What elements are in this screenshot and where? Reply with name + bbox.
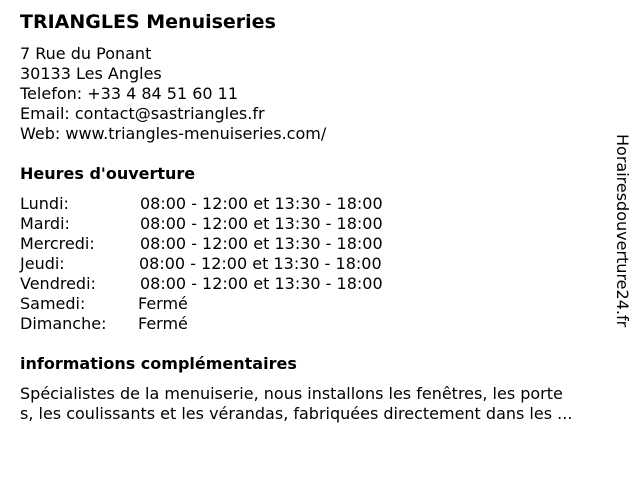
phone-line: Telefon: +33 4 84 51 60 11 xyxy=(20,84,239,103)
info-heading: informations complémentaires xyxy=(20,354,297,373)
day-label: Lundi: xyxy=(20,194,69,213)
day-label: Mardi: xyxy=(20,214,70,233)
time-value: 08:00 - 12:00 et 13:30 - 18:00 xyxy=(140,234,383,253)
address-street: 7 Rue du Ponant xyxy=(20,44,152,63)
day-label: Mercredi: xyxy=(20,234,95,253)
time-value: 08:00 - 12:00 et 13:30 - 18:00 xyxy=(139,254,382,273)
address-city: 30133 Les Angles xyxy=(20,64,162,83)
watermark-text: Horairesdouverture24.fr xyxy=(613,134,632,328)
day-label: Dimanche: xyxy=(20,314,107,333)
time-value: 08:00 - 12:00 et 13:30 - 18:00 xyxy=(140,274,383,293)
time-value: 08:00 - 12:00 et 13:30 - 18:00 xyxy=(140,194,383,213)
web-line: Web: www.triangles-menuiseries.com/ xyxy=(20,124,327,143)
description-line-1: Spécialistes de la menuiserie, nous installons les fenêtres, les porte xyxy=(20,384,563,403)
business-name: TRIANGLES Menuiseries xyxy=(20,11,276,33)
description-text xyxy=(20,384,624,424)
email-line: Email: contact@sastriangles.fr xyxy=(20,104,265,123)
day-label: Vendredi: xyxy=(20,274,96,293)
contact-block xyxy=(20,44,326,144)
time-value: Fermé xyxy=(138,294,188,313)
time-value: Fermé xyxy=(138,314,188,333)
time-value: 08:00 - 12:00 et 13:30 - 18:00 xyxy=(140,214,383,233)
day-label: Jeudi: xyxy=(20,254,65,273)
watermark xyxy=(612,134,632,374)
description-line-2: s, les coulissants et les vérandas, fabriquées directement dans les ... xyxy=(20,404,573,423)
day-label: Samedi: xyxy=(20,294,86,313)
hours-heading: Heures d'ouverture xyxy=(20,164,196,183)
